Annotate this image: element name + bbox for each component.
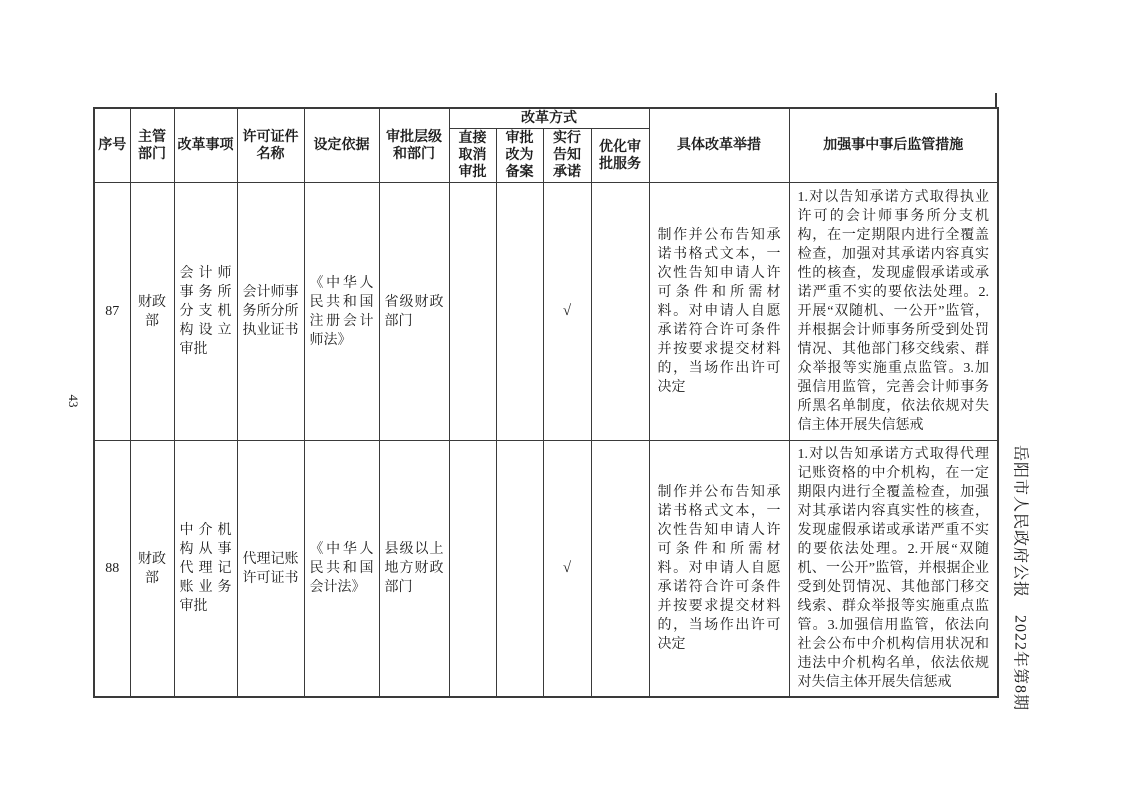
page-number: 43 [66, 394, 81, 408]
cell-setting-basis: 《中华人民共和国注册会计师法》 [304, 183, 379, 441]
cell-commitment-checkmark: √ [543, 441, 591, 698]
header-direct-cancel: 直接取消审批 [449, 129, 496, 183]
cell-optimize-service [591, 441, 649, 698]
header-reform-mode-group: 改革方式 [449, 108, 649, 129]
gazette-title-vertical: 岳阳市人民政府公报 2022年第8期 [1011, 444, 1029, 712]
header-optimize-service: 优化审批服务 [591, 129, 649, 183]
cell-department: 财政部 [130, 441, 174, 698]
header-serial-number: 序号 [94, 108, 130, 183]
header-specific-measures: 具体改革举措 [649, 108, 789, 183]
header-change-to-filing: 审批改为备案 [496, 129, 543, 183]
header-reform-item: 改革事项 [174, 108, 237, 183]
header-supervision-measures: 加强事中事后监管措施 [789, 108, 998, 183]
cell-serial-number: 88 [94, 441, 130, 698]
cell-change-to-filing [496, 441, 543, 698]
cell-commitment-checkmark: √ [543, 183, 591, 441]
cell-direct-cancel [449, 441, 496, 698]
header-notification-commitment: 实行告知承诺 [543, 129, 591, 183]
cell-direct-cancel [449, 183, 496, 441]
cell-specific-measures: 制作并公布告知承诺书格式文本，一次性告知申请人许可条件和所需材料。对申请人自愿承诺符合许可条件并按要求提交材料的，当场作出许可决定 [649, 441, 789, 698]
cell-license-name: 代理记账许可证书 [237, 441, 304, 698]
cell-optimize-service [591, 183, 649, 441]
header-approval-level: 审批层级和部门 [379, 108, 449, 183]
cell-reform-item: 中介机构从事代理记账业务审批 [174, 441, 237, 698]
cell-setting-basis: 《中华人民共和国会计法》 [304, 441, 379, 698]
header-license-name: 许可证件名称 [237, 108, 304, 183]
cell-specific-measures: 制作并公布告知承诺书格式文本，一次性告知申请人许可条件和所需材料。对申请人自愿承诺符合许可条件并按要求提交材料的，当场作出许可决定 [649, 183, 789, 441]
cell-approval-level: 县级以上地方财政部门 [379, 441, 449, 698]
header-row-group [94, 108, 998, 129]
cell-supervision-measures: 1.对以告知承诺方式取得代理记账资格的中介机构，在一定期限内进行全覆盖检查，加强对其承诺内容真实性的核查，发现虚假承诺或承诺严重不实的要依法处理。2.开展“双随机、一公开”监管，并根据企业受到处罚情况、其他部门移交线索、群众举报等实施重点监管。3.加强信用监管，依法向社会公布中介机构信用状况和违法中介机构名单，依法依规对失信主体开展失信惩戒 [789, 441, 998, 698]
table-right-border-overshoot [995, 93, 997, 108]
cell-license-name: 会计师事务所分所执业证书 [237, 183, 304, 441]
cell-department: 财政部 [130, 183, 174, 441]
cell-change-to-filing [496, 183, 543, 441]
table-row [94, 183, 998, 441]
reform-items-table [93, 107, 999, 698]
header-setting-basis: 设定依据 [304, 108, 379, 183]
cell-serial-number: 87 [94, 183, 130, 441]
table-row [94, 441, 998, 698]
cell-reform-item: 会计师事务所分支机构设立审批 [174, 183, 237, 441]
cell-supervision-measures: 1.对以告知承诺方式取得执业许可的会计师事务所分支机构，在一定期限内进行全覆盖检查，加强对其承诺内容真实性的核查，发现虚假承诺或承诺严重不实的要依法处理。2.开展“双随机、一公开”监管，并根据会计师事务所受到处罚情况、其他部门移交线索、群众举报等实施重点监管。3.加强信用监管，完善会计师事务所黑名单制度，依法依规对失信主体开展失信惩戒 [789, 183, 998, 441]
cell-approval-level: 省级财政部门 [379, 183, 449, 441]
header-competent-department: 主管部门 [130, 108, 174, 183]
